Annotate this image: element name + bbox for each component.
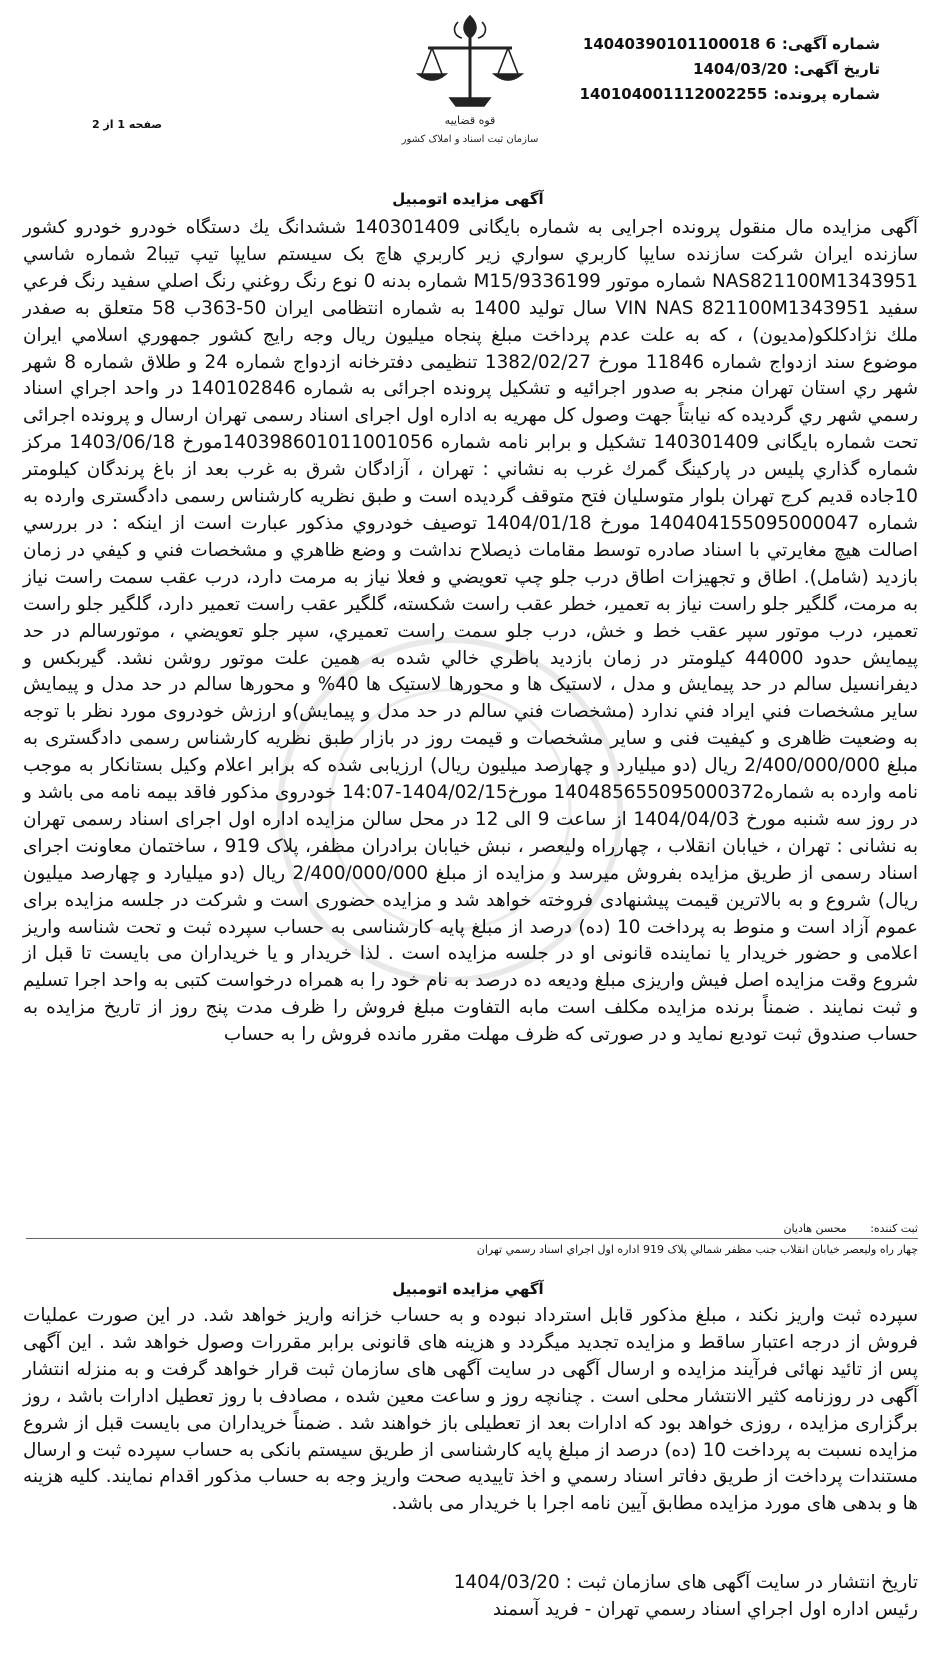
recorder-name: محسن هادیان — [783, 1222, 847, 1235]
notice-date-label: تاریخ آگهی: — [793, 60, 880, 78]
notice-number-row — [560, 32, 880, 57]
notice-header-info — [560, 32, 880, 107]
notice-date-row — [560, 57, 880, 82]
emblem-caption-2: سازمان ثبت اسناد و املاک کشور — [401, 134, 539, 145]
notice-date: 1404/03/20 — [693, 60, 788, 78]
notice-title: آگهی مزایده اتومبیل — [392, 190, 544, 208]
notice-number-label: شماره آگهی: — [781, 35, 880, 53]
recorder-line — [783, 1222, 918, 1235]
notice-number: 14040390101100018 6 — [582, 35, 776, 53]
case-number-label: شماره پرونده: — [773, 85, 880, 103]
notice-body-continued: سپرده ثبت واريز نكند ، مبلغ مذكور قابل استرداد نبوده و به حساب خزانه واريز خواهد شد. در اين صورت عمليات فروش از درجه اعتبار ساقط و مزايده تجديد ميگردد و هزينه های قانونی برابر مقررات وصول خواهد شد . اين آگهی پس از تائيد نهائی فرآيند مزايده و ارسال آگهی در سايت آگهی های سازمان ثبت قرار خواهد گرفت و به منزله انتشار آگهی در روزنامه كثير الانتشار محلی است . چنانچه روز و ساعت معين شده ، مصادف با روز تعطيل ادارات باشد ، روز برگزاری مزايده ، روزی خواهد بود كه ادارات بعد از تعطيلی باز خواهند شد . ضمناً خريداران می بايست قبل از شروع مزايده نسبت به پرداخت 10 (ده) درصد از مبلغ پايه كارشناسی از طريق سيستم بانكی به حساب سپرده ثبت و ارسال مستندات پرداخت از طريق دفاتر اسناد رسمي و اخذ تاييديه صحت واريز وجه به حساب مذكور اقدام نمايند. كليه هزينه ها و بدهی های مورد مزايده مطابق آيين نامه اجرا با خريدار می باشد. — [23, 1305, 918, 1515]
office-address: چهار راه وليعصر خيابان انقلاب جنب مظفر شمالي پلاک 919 اداره اول اجراي اسناد رسمي تهران — [476, 1243, 918, 1256]
publish-date-line — [23, 1570, 918, 1596]
publish-date: 1404/03/20 — [453, 1572, 560, 1593]
case-number: 140104001112002255 — [579, 85, 768, 103]
publish-date-label: تاريخ انتشار در سايت آگهی های سازمان ثبت : — [565, 1572, 918, 1593]
judiciary-emblem-icon — [392, 6, 548, 154]
emblem-caption-1: قوه قضاییه — [444, 114, 496, 127]
notice-title-continued: آگهي مزايده اتومبيل — [392, 1280, 544, 1298]
divider — [26, 1238, 918, 1239]
case-number-row — [560, 82, 880, 107]
notice-body: آگهی مزایده مال منقول پرونده اجرایی به شماره بایگانی 140301409 ششدانگ يك دستگاه خودرو خودرو كشور سازنده ايران شركت سازنده سايپا كاربري سواري زير كاربري هاچ بک سيستم سايپا تيپ تيبا2 شماره شاسي NAS821100M1343951 شماره موتور M15/9336199 شماره بدنه 0 نوع رنگ روغني رنگ اصلي سفيد رنگ فرعي سفيد VIN NAS 821100M1343951 سال توليد 1400 به شماره انتظامی ايران 50-363ب 58 متعلق به صفدر ملك نژادكلكو(مديون) ، كه به علت عدم پرداخت مبلغ پنجاه ميليون ريال وجه رايج كشور جمهوري اسلامي ايران موضوع سند ازدواج شماره 11846 مورخ 1382/02/27 تنظيمی دفترخانه ازدواج شماره 24 و طلاق شماره 8 شهر شهر ري استان تهران منجر به صدور اجرائيه و تشكيل پرونده اجرائی به شماره 140102846 در واحد اجراي اسناد رسمي شهر ري گرديده كه نيابتاً جهت وصول كل مهريه به اداره اول اجرای اسناد رسمی تهران ارسال و پرونده اجرائی تحت شماره بايگانی 140301409 تشكيل و برابر نامه شماره 140398601011001056مورخ 1403/06/18 مركز شماره گذاري پليس در پاركينگ گمرك غرب به نشاني : تهران ، آزادگان شرق به غرب بعد از باغ پرندگان كيلومتر 10جاده قديم كرج تهران بلوار متوسليان فتح متوقف گرديده است و طبق نظريه كارشناس رسمی دادگستری وارده به شماره 140404155095000047 مورخ 1404/01/18 توصيف خودروي مذكور عبارت است از اينكه : در بررسي اصالت هيچ مغايرتي با اسناد صادره توسط مقامات ذيصلاح نداشت و وضع ظاهري و مشخصات فني و كيفي در زمان بازديد (شامل). اطاق و تجهيزات اطاق درب جلو چپ تعويضي و فعلا نياز به مرمت دارد، درب عقب سمت راست نياز به مرمت، گلگير جلو راست نياز به تعمير، خطر عقب راست شكسته، گلگير عقب راست تعمير دارد، گلگير جلو راست تعمير، درب موتور سپر عقب خط و خش، درب جلو سمت راست تعميري، سپر جلو تعويضي ، موتورسالم در حد پيمايش حدود 44000 كيلومتر در زمان بازديد باطري خالي شده به همين علت موتور روشن نشد. گيربكس و ديفرانسيل سالم در حد پيمايش و مدل ، لاستيک ها و محورها لاستيک ها 40% و محورها سالم در حد مدل و پيمايش ساير مشخصات فني ايراد فني ندارد (مشخصات فني سالم در حد مدل و پيمايش)و ارزش خودروی مورد نظر با توجه به وضعيت ظاهری و كيفيت فنی و ساير مشخصات و قيمت روز در بازار طبق نظريه كارشناس رسمی دادگستری به مبلغ 2/400/000/000 ريال (دو ميليارد و چهارصد ميليون ريال) ارزيابی شده كه برابر اعلام وكيل بستانكار به موجب نامه وارده به شماره140485655095000372 مورخ1404/02/15-14:07 خودروی مذكور فاقد بيمه نامه می باشد و در روز سه شنبه مورخ 1404/04/03 از ساعت 9 الی 12 در محل سالن مزايده اداره اول اجرای اسناد رسمی تهران به نشانی : تهران ، خيابان انقلاب ، چهارراه وليعصر ، نبش خيابان برادران مظفر، پلاک 919 ، ساختمان معاونت اجرای اسناد رسمی از طريق مزايده بفروش ميرسد و مزايده از مبلغ 2/400/000/000 ريال (دو ميليارد و چهارصد ميليون ريال) شروع و به بالاترين قيمت پيشنهادی فروخته خواهد شد و مزايده حضوری است و شركت در جلسه مزايده برای عموم آزاد است و منوط به پرداخت 10 (ده) درصد از مبلغ پايه كارشناسی به حساب سپرده ثبت و تحت شناسه واريز اعلامی و حضور خريدار يا نماينده قانونی او در جلسه مزايده است . لذا خريدار و يا خريداران می بايست تا قبل از شروع وقت مزايده اصل فيش واريزی مبلغ وديعه ده درصد به نام خود را به همراه درخواست كتبی به واحد اجرا تسليم و ثبت نمايند . ضمناً برنده مزايده مكلف است مابه التفاوت مبلغ فروش را ظرف مدت پنج روز از تاريخ مزايده به حساب صندوق ثبت توديع نمايد و در صورتی كه ظرف مهلت مقرر مانده فروش را به حساب — [23, 217, 919, 1046]
page-indicator: صفحه 1 از 2 — [91, 118, 162, 131]
signature-line: رئيس اداره اول اجراي اسناد رسمي تهران - فريد آسمند — [492, 1599, 918, 1620]
recorder-label: ثبت کننده: — [870, 1222, 918, 1235]
